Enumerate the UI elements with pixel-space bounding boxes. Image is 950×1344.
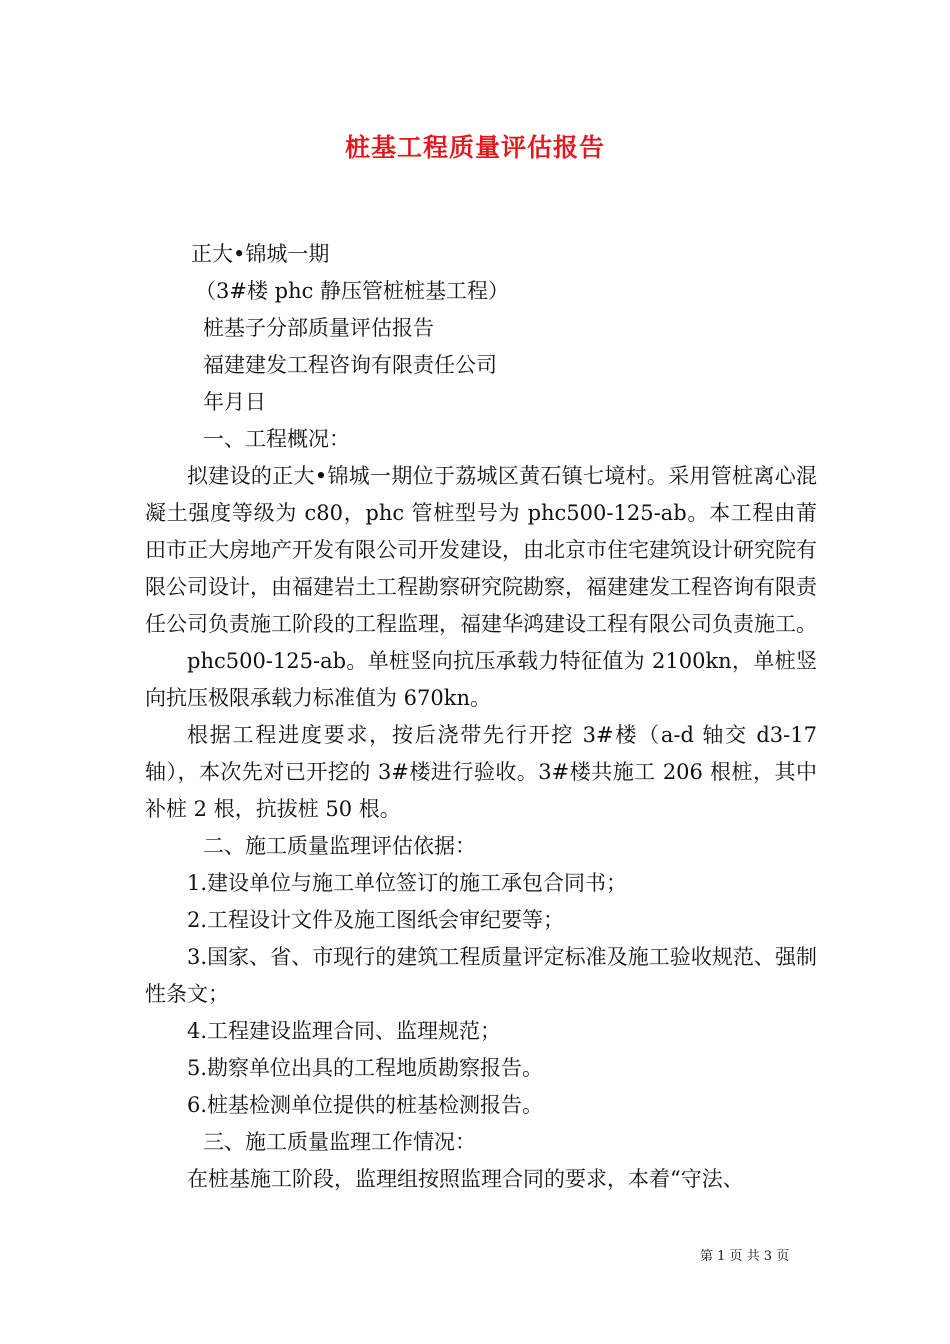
basis-item: 4.工程建设监理合同、监理规范； bbox=[187, 1019, 502, 1043]
section-3-paragraph: 在桩基施工阶段，监理组按照监理合同的要求，本着“守法、 bbox=[187, 1167, 744, 1191]
document-title: 桩基工程质量评估报告 bbox=[344, 133, 605, 162]
sub-project: （3#楼 phc 静压管桩桩基工程） bbox=[195, 279, 510, 303]
basis-item: 6.桩基检测单位提供的桩基检测报告。 bbox=[187, 1093, 544, 1117]
basis-item: 3.国家、省、市现行的建筑工程质量评定标准及施工验收规范、强制性条文； bbox=[145, 945, 817, 1006]
section-1-heading: 一、工程概况： bbox=[203, 427, 350, 451]
project-name: 正大•锦城一期 bbox=[191, 242, 330, 266]
report-date: 年月日 bbox=[203, 390, 266, 414]
section-3-heading: 三、施工质量监理工作情况： bbox=[203, 1130, 476, 1154]
section-1-paragraph: 拟建设的正大•锦城一期位于荔城区黄石镇七境村。采用管桩离心混凝土强度等级为 c80，phc 管桩型号为 phc500-125-ab。本工程由莆田市正大房地产开发有限公司开发建设，由北京市住宅建筑设计研究院有限公司设计，由福建岩土工程勘察研究院勘察，福建建发工程咨询有限责任公司负责施工阶段的工程监理，福建华鸿建设工程有限公司负责施工。 bbox=[145, 464, 817, 636]
report-name: 桩基子分部质量评估报告 bbox=[203, 316, 434, 340]
basis-item: 1.建设单位与施工单位签订的施工承包合同书； bbox=[187, 871, 628, 895]
document-body bbox=[145, 236, 817, 1198]
section-1-paragraph: 根据工程进度要求，按后浇带先行开挖 3#楼（a-d 轴交 d3-17 轴），本次先对已开挖的 3#楼进行验收。3#楼共施工 206 根桩，其中补桩 2 根，抗拔桩 50 根。 bbox=[145, 723, 817, 821]
basis-item: 5.勘察单位出具的工程地质勘察报告。 bbox=[187, 1056, 544, 1080]
page-number: 第 1 页 共 3 页 bbox=[700, 1249, 790, 1264]
basis-item: 2.工程设计文件及施工图纸会审纪要等； bbox=[187, 908, 565, 932]
company-name: 福建建发工程咨询有限责任公司 bbox=[203, 353, 497, 377]
section-2-heading: 二、施工质量监理评估依据： bbox=[203, 834, 476, 858]
section-1-paragraph: phc500-125-ab。单桩竖向抗压承载力特征值为 2100kn，单桩竖向抗压极限承载力标准值为 670kn。 bbox=[145, 649, 817, 710]
